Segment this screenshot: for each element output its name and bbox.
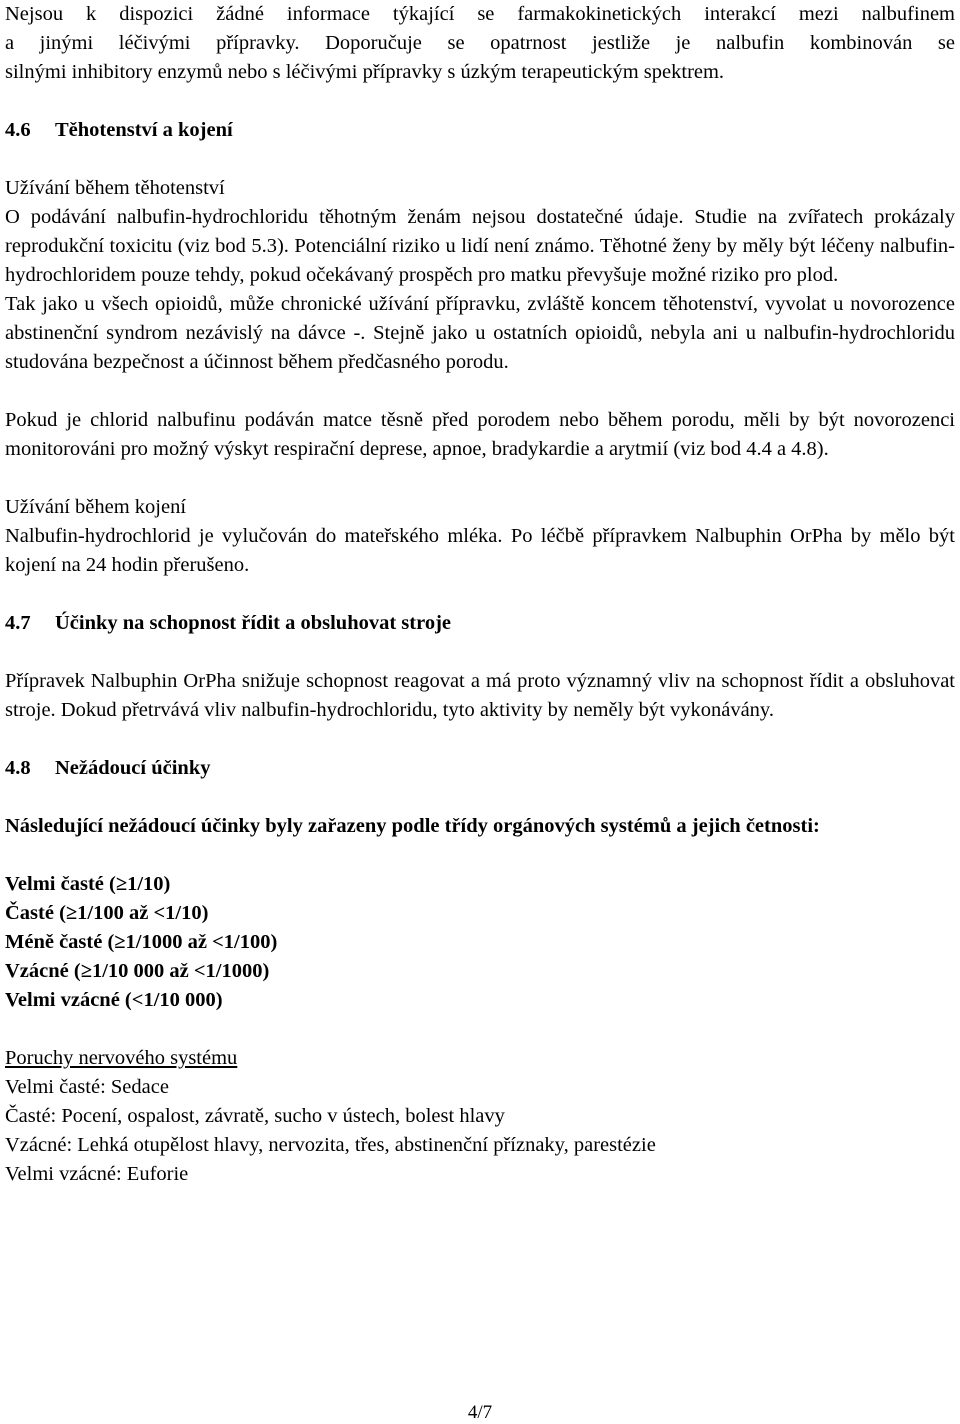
- pregnancy-paragraph-3: Pokud je chlorid nalbufinu podáván matce těsně před porodem nebo během porodu, měli by být novorozenci monitorováni pro možný výskyt respirační deprese, apnoe, bradykardie a arytmií (viz bod 4.4 a 4.8).: [5, 409, 955, 460]
- nervous-system-list: [5, 1073, 955, 1189]
- section-4-7-heading: [5, 609, 955, 638]
- section-title: Těhotenství a kojení: [55, 119, 233, 141]
- frequency-item: Velmi vzácné (<1/10 000): [5, 989, 223, 1011]
- nervous-system-heading: Poruchy nervového systému: [5, 1047, 238, 1069]
- section-title: Účinky na schopnost řídit a obsluhovat stroje: [55, 612, 452, 634]
- adverse-item: Velmi vzácné: Euforie: [5, 1163, 189, 1185]
- section-4-8-heading: [5, 754, 955, 783]
- frequency-list: [5, 870, 955, 1015]
- frequency-item: Velmi časté (≥1/10): [5, 873, 171, 895]
- section-4-6-heading: [5, 116, 955, 145]
- adverse-item: Vzácné: Lehká otupělost hlavy, nervozita, třes, abstinenční příznaky, parestézie: [5, 1134, 656, 1156]
- lactation-subheading: Užívání během kojení: [5, 496, 187, 518]
- pregnancy-paragraph-2: Tak jako u všech opioidů, může chronické užívání přípravku, zvláště koncem těhotenství, vyvolat u novorozence abstinenční syndrom nezávislý na dávce -. Stejně jako u ostatních opioidů, nebyla ani u nalbufin-hydrochloridu studována bezpečnost a účinnost během předčasného porodu.: [5, 293, 955, 373]
- adverse-item: Časté: Pocení, ospalost, závratě, sucho v ústech, bolest hlavy: [5, 1105, 505, 1127]
- intro-line-2: a jinými léčivými přípravky. Doporučuje se opatrnost jestliže je nalbufin kombinován se: [5, 32, 955, 54]
- page-number: 4/7: [467, 1402, 493, 1423]
- adverse-item: Velmi časté: Sedace: [5, 1076, 169, 1098]
- pregnancy-subheading: Užívání během těhotenství: [5, 177, 225, 199]
- section-title: Nežádoucí účinky: [55, 757, 211, 779]
- pregnancy-paragraph-1: O podávání nalbufin-hydrochloridu těhotným ženám nejsou dostatečné údaje. Studie na zvířatech prokázaly reprodukční toxicitu (viz bod 5.3). Potenciální riziko u lidí není známo. Těhotné ženy by měly být léčeny nalbufin-hydrochloridem pouze tehdy, pokud očekávaný prospěch pro matku převyšuje možné riziko pro plod.: [5, 206, 955, 286]
- frequency-item: Méně časté (≥1/1000 až <1/100): [5, 931, 278, 953]
- frequency-item: Časté (≥1/100 až <1/10): [5, 902, 209, 924]
- driving-paragraph: Přípravek Nalbuphin OrPha snižuje schopnost reagovat a má proto významný vliv na schopnost řídit a obsluhovat stroje. Dokud přetrvává vliv nalbufin-hydrochloridu, tyto aktivity by neměly být vykonávány.: [5, 670, 955, 721]
- intro-line-1: Nejsou k dispozici žádné informace týkající se farmakokinetických interakcí mezi nalbufinem: [5, 3, 955, 25]
- adverse-effects-intro: Následující nežádoucí účinky byly zařazeny podle třídy orgánových systémů a jejich četnosti:: [5, 815, 820, 837]
- section-number: 4.7: [5, 612, 31, 634]
- section-number: 4.8: [5, 757, 31, 779]
- document-page: [5, 0, 955, 1189]
- section-number: 4.6: [5, 119, 31, 141]
- intro-line-3: silnými inhibitory enzymů nebo s léčivými přípravky s úzkým terapeutickým spektrem.: [5, 61, 725, 83]
- frequency-item: Vzácné (≥1/10 000 až <1/1000): [5, 960, 270, 982]
- lactation-paragraph: Nalbufin-hydrochlorid je vylučován do mateřského mléka. Po léčbě přípravkem Nalbuphin OrPha by mělo být kojení na 24 hodin přerušeno.: [5, 525, 955, 576]
